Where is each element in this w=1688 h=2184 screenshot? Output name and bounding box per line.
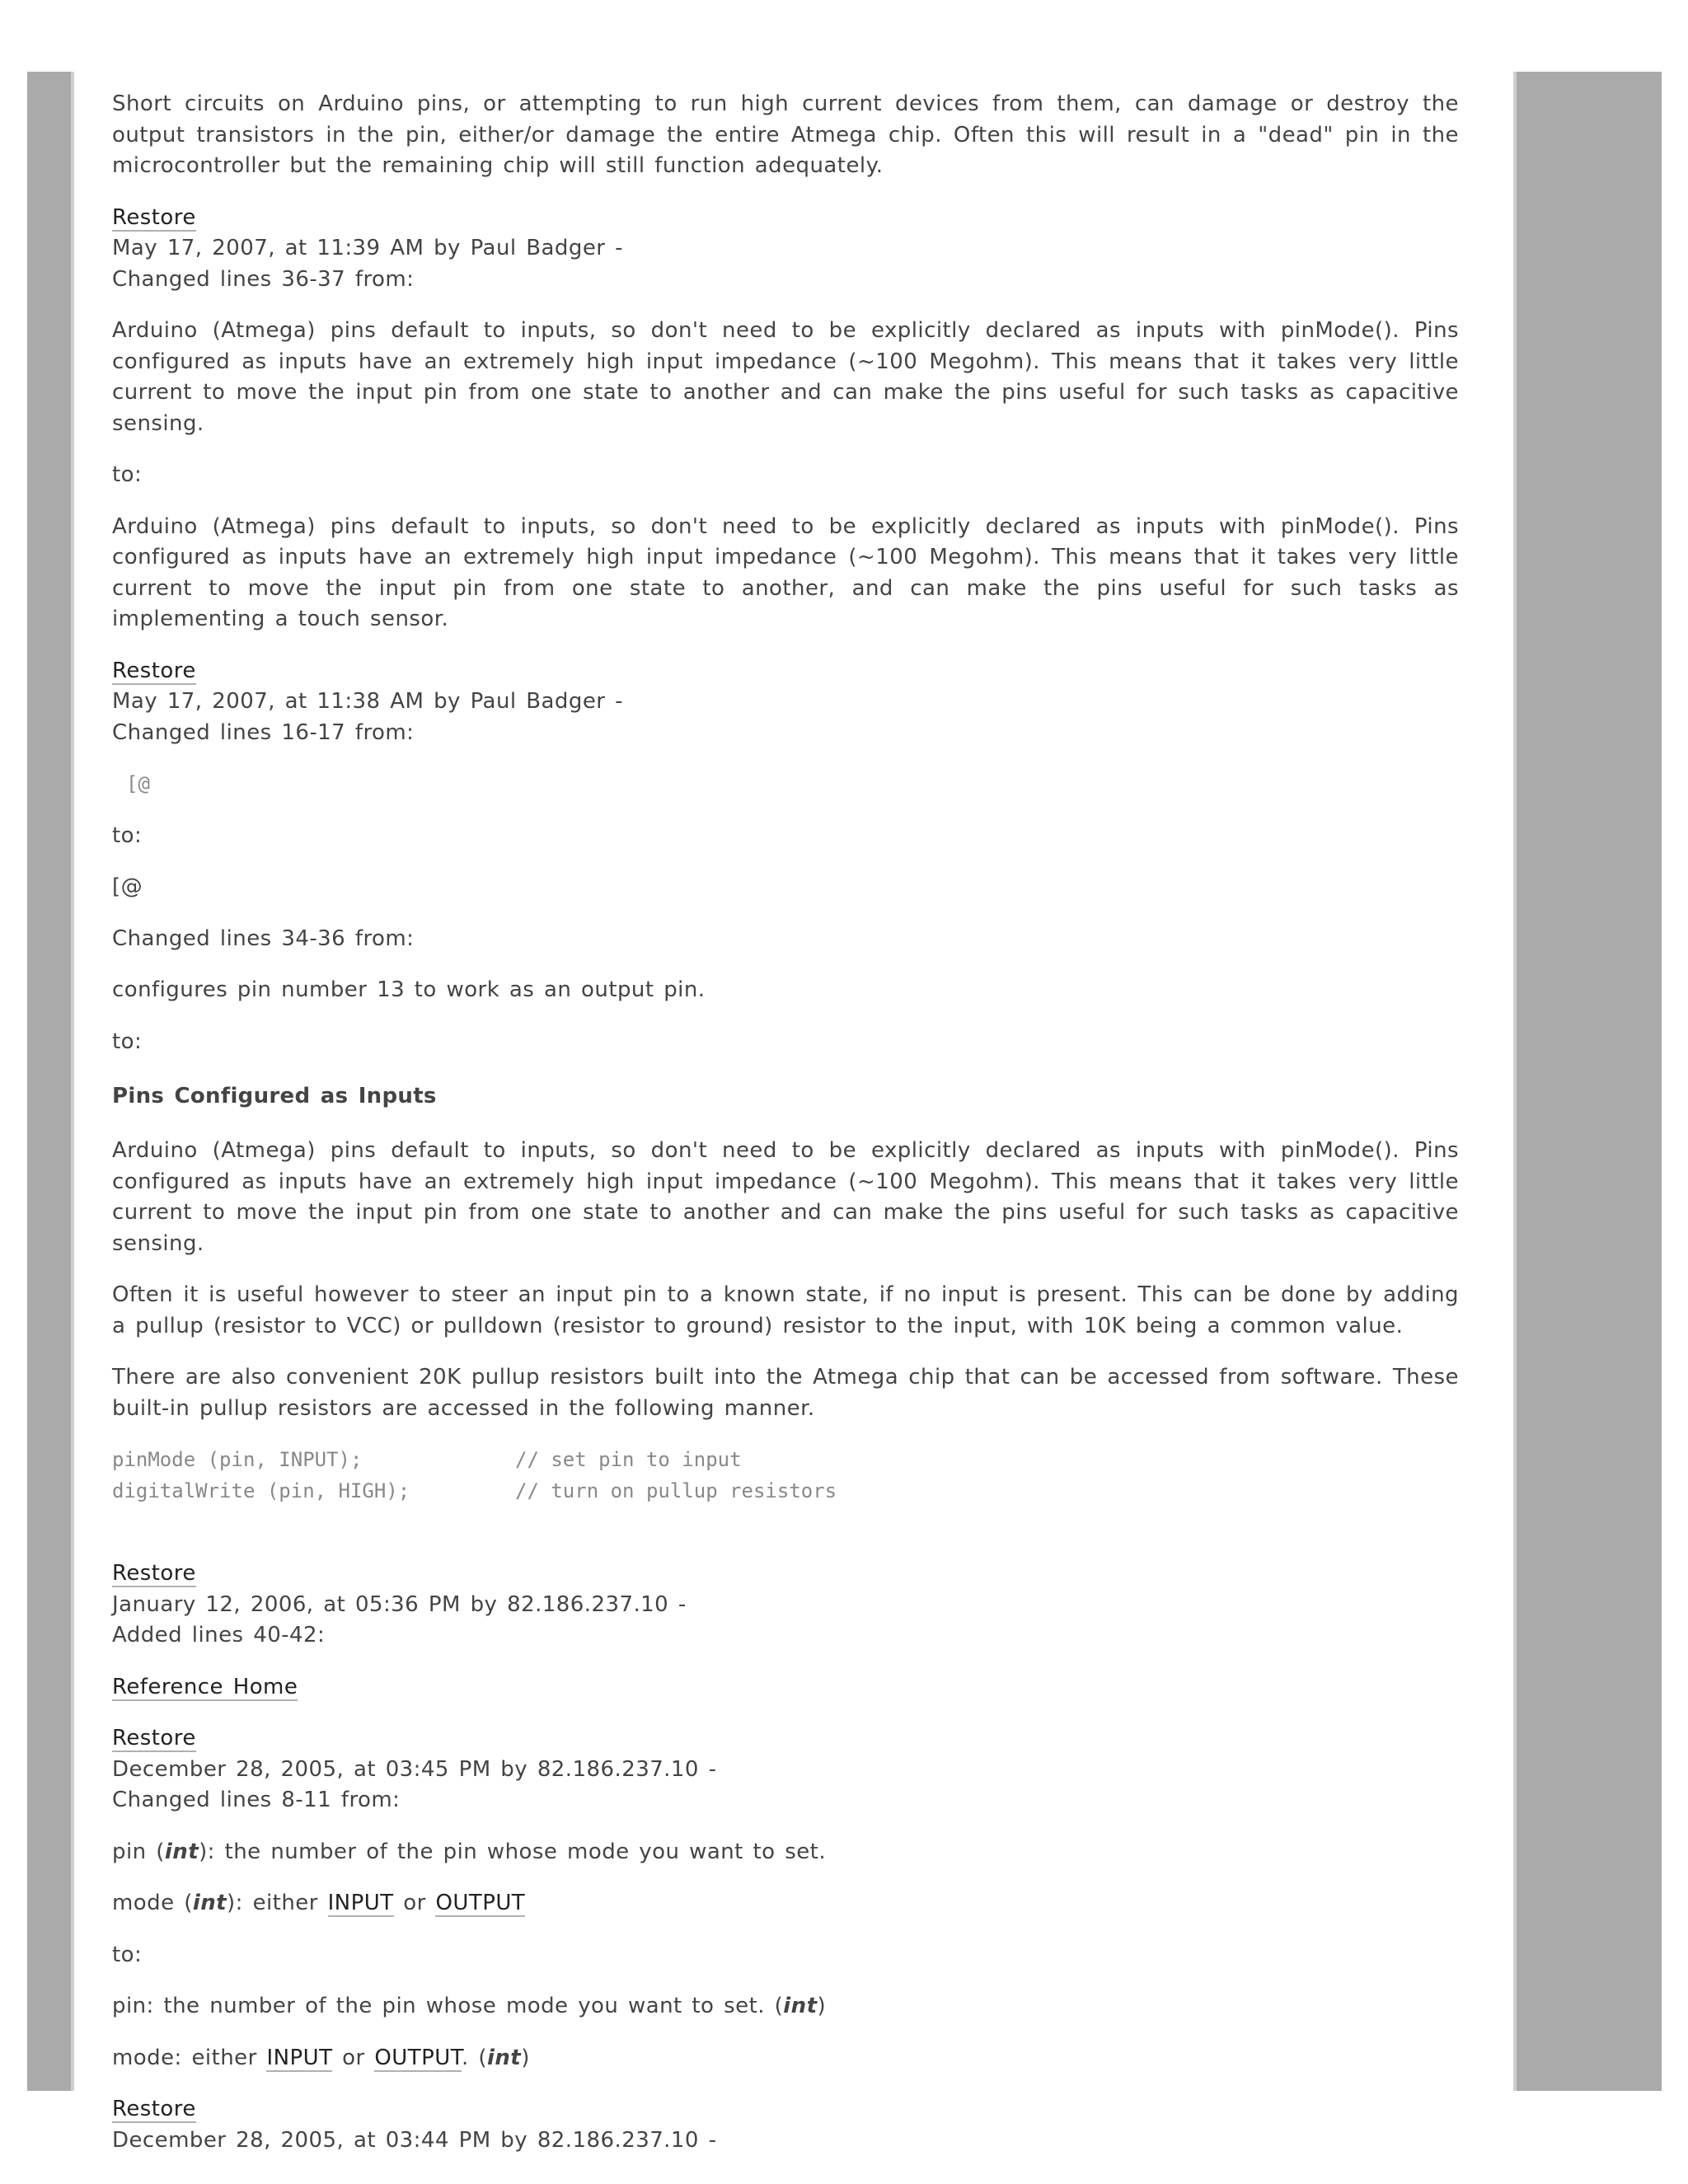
revision-meta: January 12, 2006, at 05:36 PM by 82.186.237.10 - <box>112 1591 687 1617</box>
code-block <box>112 1445 1459 1507</box>
revision-header <box>112 656 1459 749</box>
diff-to-text <box>112 1991 1459 2022</box>
left-sidebar-rail <box>27 72 71 2091</box>
section-heading: Pins Configured as Inputs <box>112 1084 437 1108</box>
diff-to-text: Arduino (Atmega) pins default to inputs, so don't need to be explicitly declared as inputs with pinMode(). Pins configured as inputs have an extremely high input impedance (~100 Megohm). This means that it takes very little current to move the input pin from one state to another and can make the pins useful for such tasks as capacitive sensing. <box>112 1138 1459 1256</box>
diff-to-label: to: <box>112 823 143 848</box>
restore-link[interactable]: Restore <box>112 204 196 230</box>
revision-header <box>112 1558 1459 1652</box>
text-fragment: pin ( <box>112 1839 165 1864</box>
diff-to-text: [@ <box>112 874 143 899</box>
revision-change-summary: Changed lines 34-36 from: <box>112 926 415 951</box>
code-comment: // set pin to input <box>515 1448 742 1471</box>
code-statement: digitalWrite (pin, HIGH); <box>112 1479 410 1502</box>
right-sidebar-rail <box>1517 72 1662 2091</box>
diff-to-text <box>112 2043 1459 2074</box>
diff-added-text <box>112 1672 1459 1704</box>
diff-from-text <box>112 1837 1459 1868</box>
text-fragment: ): either <box>227 1891 328 1915</box>
revision-meta: May 17, 2007, at 11:39 AM by Paul Badger - <box>112 236 623 260</box>
text-fragment: ) <box>521 2045 530 2070</box>
text-fragment: ): the number of the pin whose mode you want to set. <box>199 1839 827 1864</box>
code-statement: pinMode (pin, INPUT); <box>112 1448 363 1471</box>
diff-from-text <box>112 1888 1459 1919</box>
intro-paragraph: Short circuits on Arduino pins, or attempting to run high current devices from them, can damage or destroy the output transistors in the pin, either/or damage the entire Atmega chip. Often this will result in a "dead" pin in the microcontroller but the remaining chip will still function adequately. <box>112 91 1459 178</box>
code-comment: // turn on pullup resistors <box>515 1479 837 1502</box>
text-fragment: mode: either <box>112 2045 267 2070</box>
revision-meta: December 28, 2005, at 03:45 PM by 82.186.237.10 - <box>112 1756 717 1782</box>
diff-to-text: Often it is useful however to steer an input pin to a known state, if no input is present. This can be done by adding a pullup (resistor to VCC) or pulldown (resistor to ground) resistor to the input, with 10K being a common value. <box>112 1282 1459 1338</box>
code-line <box>112 1445 1459 1476</box>
revision-change-summary: Changed lines 16-17 from: <box>112 719 415 745</box>
diff-from-text: configures pin number 13 to work as an output pin. <box>112 977 706 1002</box>
text-fragment: or <box>393 1891 436 1915</box>
revision-header <box>112 203 1459 296</box>
revision-meta: December 28, 2005, at 03:44 PM by 82.186.237.10 - <box>112 2127 717 2153</box>
revision-header <box>112 2094 1459 2156</box>
text-fragment: ) <box>817 1994 827 2018</box>
restore-link[interactable]: Restore <box>112 1561 196 1586</box>
text-fragment: or <box>332 2045 375 2070</box>
revision-header <box>112 1723 1459 1816</box>
revision-change-summary: Changed lines 36-37 from: <box>112 266 415 292</box>
text-fragment: pin: the number of the pin whose mode you want to set. ( <box>112 1994 784 2018</box>
diff-to-text: There are also convenient 20K pullup resistors built into the Atmega chip that can be accessed from software. These built-in pullup resistors are accessed in the following manner. <box>112 1365 1459 1421</box>
diff-to-label: to: <box>112 1029 143 1054</box>
output-link[interactable]: OUTPUT <box>435 1891 526 1915</box>
diff-from-code: [@ <box>126 772 150 795</box>
page-history-content <box>112 89 1459 2177</box>
type-label: int <box>783 1994 818 2018</box>
reference-home-link[interactable]: Reference Home <box>112 1674 298 1699</box>
restore-link[interactable]: Restore <box>112 658 196 683</box>
type-label: int <box>164 1839 199 1864</box>
diff-from-text: Arduino (Atmega) pins default to inputs, so don't need to be explicitly declared as inputs with pinMode(). Pins configured as inputs have an extremely high input impedance (~100 Megohm). This means that it takes very little current to move the input pin from one state to another and can make the pins useful for such tasks as capacitive sensing. <box>112 318 1459 436</box>
input-link[interactable]: INPUT <box>327 1891 394 1915</box>
code-line <box>112 1476 1459 1507</box>
diff-to-text: Arduino (Atmega) pins default to inputs, so don't need to be explicitly declared as inputs with pinMode(). Pins configured as inputs have an extremely high input impedance (~100 Megohm). This means that it takes very little current to move the input pin from one state to another, and can make the pins useful for such tasks as implementing a touch sensor. <box>112 513 1459 631</box>
diff-to-label: to: <box>112 462 143 487</box>
text-fragment: mode ( <box>112 1891 193 1915</box>
spacer <box>112 1527 1459 1558</box>
input-link[interactable]: INPUT <box>266 2045 333 2070</box>
revision-change-summary: Added lines 40-42: <box>112 1623 326 1647</box>
type-label: int <box>192 1891 227 1915</box>
revision-meta: May 17, 2007, at 11:38 AM by Paul Badger - <box>112 689 623 714</box>
restore-link[interactable]: Restore <box>112 1726 196 1750</box>
output-link[interactable]: OUTPUT <box>374 2045 462 2070</box>
diff-to-label: to: <box>112 1942 143 1967</box>
restore-link[interactable]: Restore <box>112 2097 196 2121</box>
text-fragment: . ( <box>461 2045 487 2070</box>
revision-change-summary: Changed lines 8-11 from: <box>112 1788 401 1812</box>
type-label: int <box>486 2045 522 2070</box>
